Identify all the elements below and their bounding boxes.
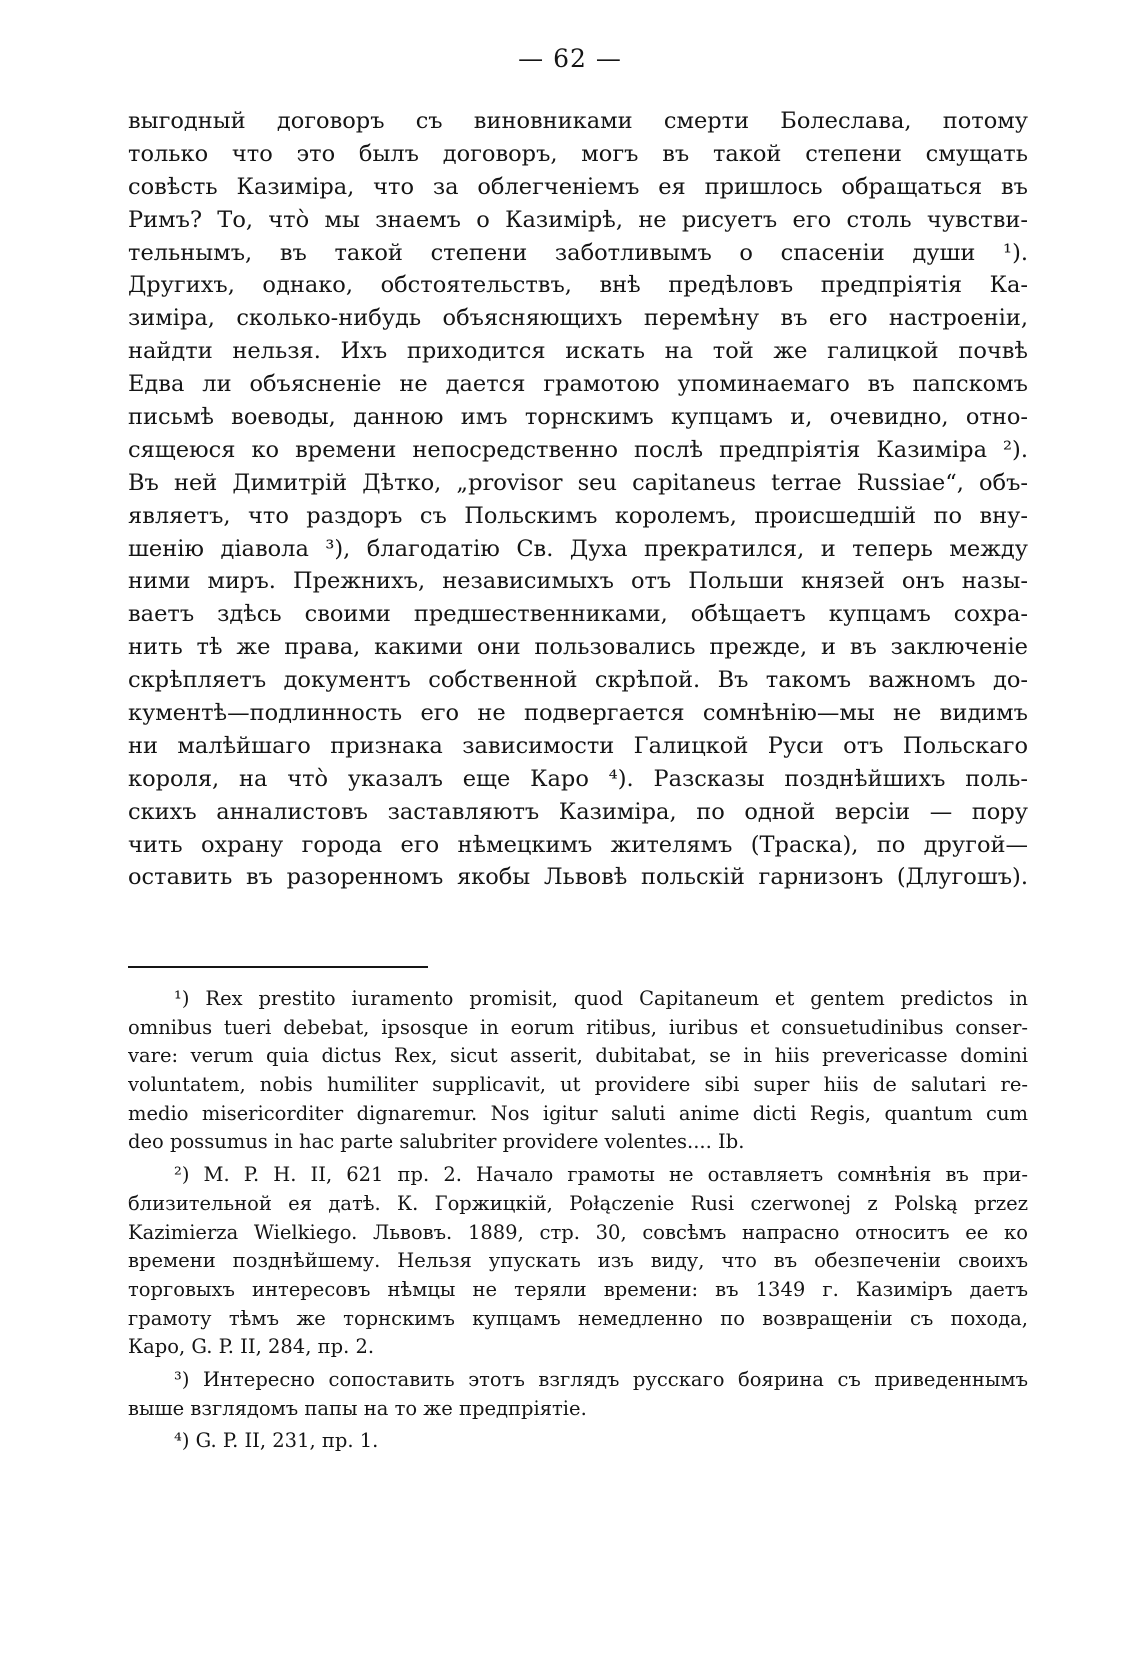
page-number: — 62 — [518,44,622,73]
main-text-line: оставить въ разоренномъ якобы Львовѣ польскій гарнизонъ (Длугошъ). [128,864,1028,891]
main-text-line: Въ ней Димитрій Дѣтко, „provisor seu capitaneus terrae Russiae“, объ- [128,469,1028,496]
footnote-line: выше взглядомъ папы на то же предпріятіе. [128,1396,587,1420]
footnote-line: времени позднѣйшему. Нельзя упускать изъ виду, что въ обезпеченіи своихъ [128,1249,1028,1273]
main-text-line: найдти нельзя. Ихъ приходится искать на той же галицкой почвѣ [128,338,1028,365]
footnote-line: vare: verum quia dictus Rex, sicut asserit, dubitabat, se in hiis prevericasse domini [128,1044,1028,1068]
footnote-line: торговыхъ интересовъ нѣмцы не теряли времени: въ 1349 г. Казиміръ даетъ [128,1277,1028,1301]
main-text-line: выгодный договоръ съ виновниками смерти Болеслава, потому [128,108,1028,134]
footnote-line: deo possumus in hac parte salubriter providere volentes.... Ib. [128,1130,745,1154]
main-text-line: шенію діавола ³), благодатію Св. Духа прекратился, и теперь между [128,535,1028,562]
footnote-2 [128,1161,1028,1362]
main-text-line: совѣсть Казиміра, что за облегченіемъ ея пришлось обращаться въ [128,173,1028,200]
main-text-line: являетъ, что раздоръ съ Польскимъ королемъ, происшедшій по вну- [128,502,1028,529]
footnotes-block [128,985,1028,1456]
footnote-line: medio misericorditer dignaremur. Nos igitur saluti anime dicti Regis, quantum cum [128,1101,1028,1125]
footnote-1 [128,985,1028,1157]
footnote-line: ³) Интересно сопоставить этотъ взглядъ русскаго боярина съ приведеннымъ [174,1367,1028,1391]
footnote-3 [128,1366,1028,1423]
footnote-line: Kazimierza Wielkiego. Львовъ. 1889, стр. 30, совсѣмъ напрасно относитъ ее ко [128,1220,1028,1244]
main-text-line: нить тѣ же права, какими они пользовались прежде, и въ заключеніе [128,634,1028,661]
main-text-line: тельнымъ, въ такой степени заботливымъ о спасеніи души ¹). [128,239,1028,266]
footnote-line: ²) M. P. H. II, 621 пр. 2. Начало грамоты не оставляетъ сомнѣнія въ при- [174,1163,1028,1187]
main-text-line: только что это былъ договоръ, могъ въ такой степени смущать [128,140,1028,167]
footnote-line: близительной ея датѣ. К. Горжицкій, Połączenie Rusi czerwonej z Polską przez [128,1191,1028,1215]
footnote-line: Каро, G. P. II, 284, пр. 2. [128,1335,375,1359]
main-text-line: скрѣпляетъ документъ собственной скрѣпой. Въ такомъ важномъ до- [128,667,1028,694]
footnote-line: omnibus tueri debebat, ipsosque in eorum ritibus, iuribus et consuetudinibus conser- [128,1015,1028,1039]
main-text-block [128,105,1028,894]
footnote-divider [128,966,428,968]
footnote-line: ⁴) G. P. II, 231, пр. 1. [174,1429,379,1453]
main-text-line: чить охрану города его нѣмецкимъ жителямъ (Траска), по другой— [128,831,1028,858]
main-text-line: Римъ? То, что̀ мы знаемъ о Казимірѣ, не рисуетъ его столь чувстви- [128,206,1028,233]
footnote-line: грамоту тѣмъ же торнскимъ купцамъ немедленно по возвращеніи съ похода, [128,1306,1028,1330]
footnote-line: voluntatem, nobis humiliter supplicavit, ut providere sibi super hiis de salutari re- [128,1073,1028,1097]
main-text-line: Другихъ, однако, обстоятельствъ, внѣ предѣловъ предпріятія Ка- [128,272,1028,299]
main-text-line: ни малѣйшаго признака зависимости Галицкой Руси отъ Польскаго [128,732,1028,759]
main-text-line: сящеюся ко времени непосредственно послѣ предпріятія Казиміра ²). [128,436,1028,463]
footnote-line: ¹) Rex prestito iuramento promisit, quod Capitaneum et gentem predictos in [174,987,1028,1010]
footnote-4 [128,1427,1028,1456]
main-text-line: ними миръ. Прежнихъ, независимыхъ отъ Польши князей онъ назы- [128,568,1028,595]
main-text-line: скихъ анналистовъ заставляютъ Казиміра, по одной версіи — пору [128,798,1028,825]
main-text-line: зиміра, сколько-нибудь объясняющихъ перемѣну въ его настроеніи, [128,305,1028,332]
main-text-line: кументѣ—подлинность его не подвергается сомнѣнію—мы не видимъ [128,700,1028,727]
main-text-line: короля, на что̀ указалъ еще Каро ⁴). Разсказы позднѣйшихъ поль- [128,765,1028,792]
main-text-line: Едва ли объясненіе не дается грамотою упоминаемаго въ папскомъ [128,371,1028,398]
main-text-line: ваетъ здѣсь своими предшественниками, обѣщаетъ купцамъ сохра- [128,601,1028,628]
main-text-line: письмѣ воеводы, данною имъ торнскимъ купцамъ и, очевидно, отно- [128,404,1028,431]
